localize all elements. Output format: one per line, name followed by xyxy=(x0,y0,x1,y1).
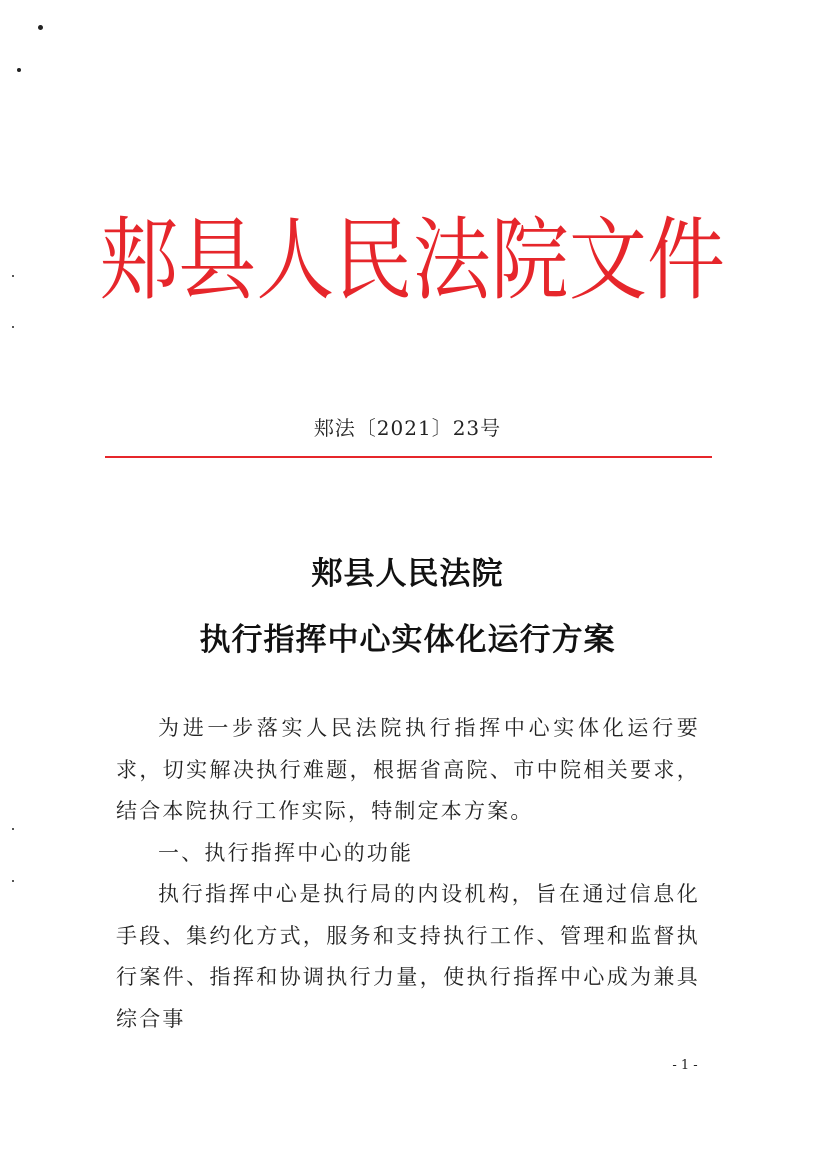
masthead-char: 院 xyxy=(490,209,569,313)
scan-mark xyxy=(17,68,21,72)
document-masthead xyxy=(100,190,725,317)
section-heading: 一、执行指挥中心的功能 xyxy=(158,840,414,865)
masthead-char: 文 xyxy=(568,209,647,313)
scan-mark xyxy=(38,25,43,30)
body-paragraph: 执行指挥中心是执行局的内设机构，旨在通过信息化手段、集约化方式，服务和支持执行工作、管理和监督执行案件、指挥和协调执行力量，使执行指挥中心成为兼具综合事 xyxy=(116,882,700,1031)
header-divider xyxy=(105,456,712,458)
scan-mark xyxy=(12,828,14,830)
masthead-char: 郏 xyxy=(100,209,179,313)
masthead-char: 人 xyxy=(256,209,335,313)
scan-mark xyxy=(12,275,14,277)
masthead-char: 法 xyxy=(412,209,491,313)
document-title-line-2: 执行指挥中心实体化运行方案 xyxy=(199,622,616,658)
document-body xyxy=(116,708,700,1040)
scan-mark xyxy=(12,880,14,882)
document-title-line-1: 郏县人民法院 xyxy=(311,556,504,592)
masthead-char: 民 xyxy=(334,209,413,313)
scan-mark xyxy=(12,326,14,328)
document-number: 郏法〔2021〕23号 xyxy=(313,416,502,440)
body-paragraph: 为进一步落实人民法院执行指挥中心实体化运行要求，切实解决执行难题，根据省高院、市中院相关要求，结合本院执行工作实际，特制定本方案。 xyxy=(116,716,700,823)
masthead-char: 县 xyxy=(178,209,257,313)
masthead-char: 件 xyxy=(646,209,725,313)
page-number: - 1 - xyxy=(672,1058,698,1073)
